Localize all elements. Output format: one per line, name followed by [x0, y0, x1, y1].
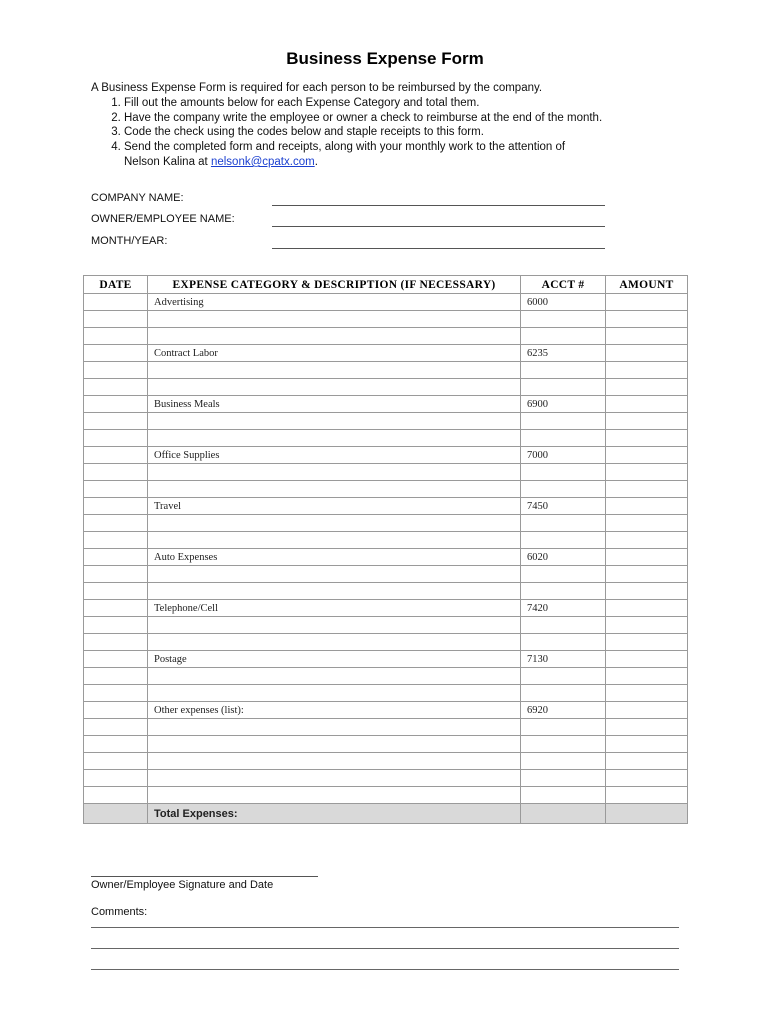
description-cell[interactable] — [148, 413, 521, 430]
acct-cell: 6020 — [521, 549, 606, 566]
date-cell[interactable] — [84, 617, 148, 634]
instruction-step — [124, 140, 691, 170]
date-cell[interactable] — [84, 600, 148, 617]
description-cell[interactable] — [148, 617, 521, 634]
date-cell[interactable] — [84, 379, 148, 396]
header-date: DATE — [84, 276, 148, 294]
total-acct-cell — [521, 804, 606, 824]
amount-cell[interactable] — [606, 515, 688, 532]
description-cell[interactable] — [148, 311, 521, 328]
acct-cell[interactable] — [521, 464, 606, 481]
instruction-step: 1. Fill out the amounts below for each Expense Category and total them. — [124, 96, 691, 111]
date-cell[interactable] — [84, 651, 148, 668]
acct-cell[interactable] — [521, 719, 606, 736]
instructions-steps — [91, 96, 691, 170]
amount-cell[interactable] — [606, 753, 688, 770]
date-cell[interactable] — [84, 736, 148, 753]
total-amount-cell[interactable] — [606, 804, 688, 824]
amount-cell[interactable] — [606, 668, 688, 685]
amount-cell[interactable] — [606, 549, 688, 566]
table-row — [84, 651, 688, 668]
table-row — [84, 498, 688, 515]
table-row-blank — [84, 736, 688, 753]
expense-table-body — [84, 294, 688, 824]
amount-cell[interactable] — [606, 396, 688, 413]
description-cell[interactable] — [148, 770, 521, 787]
acct-cell[interactable] — [521, 634, 606, 651]
description-cell[interactable] — [148, 532, 521, 549]
description-cell[interactable] — [148, 753, 521, 770]
acct-cell[interactable] — [521, 481, 606, 498]
table-row-blank — [84, 617, 688, 634]
date-cell[interactable] — [84, 685, 148, 702]
date-cell[interactable] — [84, 668, 148, 685]
acct-cell: 7450 — [521, 498, 606, 515]
date-cell[interactable] — [84, 396, 148, 413]
date-cell[interactable] — [84, 566, 148, 583]
expense-table — [83, 275, 688, 824]
date-cell[interactable] — [84, 787, 148, 804]
table-row-blank — [84, 481, 688, 498]
table-row — [84, 702, 688, 719]
amount-cell[interactable] — [606, 362, 688, 379]
table-row-blank — [84, 532, 688, 549]
date-cell[interactable] — [84, 549, 148, 566]
comment-line[interactable] — [91, 927, 679, 928]
description-cell[interactable] — [148, 328, 521, 345]
description-cell[interactable] — [148, 379, 521, 396]
amount-cell[interactable] — [606, 447, 688, 464]
acct-cell: 7130 — [521, 651, 606, 668]
amount-cell[interactable] — [606, 498, 688, 515]
company-name-field — [91, 192, 611, 208]
amount-cell[interactable] — [606, 583, 688, 600]
acct-cell: 6900 — [521, 396, 606, 413]
acct-cell[interactable] — [521, 583, 606, 600]
table-row — [84, 600, 688, 617]
table-row — [84, 294, 688, 311]
acct-cell: 6235 — [521, 345, 606, 362]
amount-cell[interactable] — [606, 294, 688, 311]
table-row-blank — [84, 430, 688, 447]
table-row-blank — [84, 515, 688, 532]
amount-cell[interactable] — [606, 634, 688, 651]
category-cell: Travel — [148, 498, 521, 515]
amount-cell[interactable] — [606, 600, 688, 617]
description-cell[interactable] — [148, 736, 521, 753]
instruction-step-text: Send the completed form and receipts, along with your monthly work to the attention of — [124, 141, 566, 154]
form-title: Business Expense Form — [286, 49, 484, 68]
date-cell[interactable] — [84, 719, 148, 736]
header-category: EXPENSE CATEGORY & DESCRIPTION (IF NECESSARY) — [148, 276, 521, 294]
amount-cell[interactable] — [606, 345, 688, 362]
amount-cell[interactable] — [606, 787, 688, 804]
amount-cell[interactable] — [606, 719, 688, 736]
table-row-blank — [84, 413, 688, 430]
contact-email-link[interactable]: nelsonk@cpatx.com — [210, 155, 315, 168]
acct-cell[interactable] — [521, 430, 606, 447]
category-cell: Contract Labor — [148, 345, 521, 362]
acct-cell: 7000 — [521, 447, 606, 464]
table-row-blank — [84, 379, 688, 396]
description-cell[interactable] — [148, 430, 521, 447]
table-row — [84, 396, 688, 413]
table-row — [84, 549, 688, 566]
table-row-blank — [84, 787, 688, 804]
category-cell: Advertising — [148, 294, 521, 311]
category-cell: Auto Expenses — [148, 549, 521, 566]
table-row-blank — [84, 770, 688, 787]
total-label: Total Expenses: — [148, 804, 521, 824]
description-cell[interactable] — [148, 481, 521, 498]
amount-cell[interactable] — [606, 379, 688, 396]
date-cell[interactable] — [84, 413, 148, 430]
amount-cell[interactable] — [606, 685, 688, 702]
acct-cell[interactable] — [521, 328, 606, 345]
acct-cell[interactable] — [521, 770, 606, 787]
date-cell[interactable] — [84, 532, 148, 549]
amount-cell[interactable] — [606, 481, 688, 498]
instruction-step: 2. Have the company write the employee or owner a check to reimburse at the end of the month. — [124, 111, 691, 126]
amount-cell[interactable] — [606, 617, 688, 634]
date-cell[interactable] — [84, 702, 148, 719]
acct-cell: 7420 — [521, 600, 606, 617]
acct-cell[interactable] — [521, 787, 606, 804]
signature-line[interactable] — [91, 876, 318, 877]
category-cell: Postage — [148, 651, 521, 668]
contact-suffix: . — [314, 155, 318, 168]
total-date-cell — [84, 804, 148, 824]
date-cell[interactable] — [84, 753, 148, 770]
date-cell[interactable] — [84, 345, 148, 362]
acct-cell[interactable] — [521, 736, 606, 753]
table-row-blank — [84, 753, 688, 770]
description-cell[interactable] — [148, 787, 521, 804]
table-row-blank — [84, 583, 688, 600]
instructions-lead: A Business Expense Form is required for each person to be reimbursed by the company. — [91, 82, 543, 94]
description-cell[interactable] — [148, 566, 521, 583]
month-year-input-line[interactable] — [272, 248, 605, 249]
comment-line[interactable] — [91, 948, 679, 949]
signature-label: Owner/Employee Signature and Date — [91, 879, 274, 891]
category-cell: Office Supplies — [148, 447, 521, 464]
table-row-blank — [84, 464, 688, 481]
acct-cell[interactable] — [521, 566, 606, 583]
header-acct: ACCT # — [521, 276, 606, 294]
date-cell[interactable] — [84, 447, 148, 464]
date-cell[interactable] — [84, 498, 148, 515]
description-cell[interactable] — [148, 362, 521, 379]
company-name-label: COMPANY NAME: — [91, 192, 184, 204]
date-cell[interactable] — [84, 634, 148, 651]
owner-name-field — [91, 213, 611, 229]
table-row-blank — [84, 634, 688, 651]
date-cell[interactable] — [84, 430, 148, 447]
acct-cell[interactable] — [521, 379, 606, 396]
amount-cell[interactable] — [606, 464, 688, 481]
category-cell: Business Meals — [148, 396, 521, 413]
date-cell[interactable] — [84, 362, 148, 379]
header-amount: AMOUNT — [606, 276, 688, 294]
acct-cell[interactable] — [521, 311, 606, 328]
instruction-step: 3. Code the check using the codes below and staple receipts to this form. — [124, 125, 691, 140]
description-cell[interactable] — [148, 634, 521, 651]
owner-name-input-line[interactable] — [272, 226, 605, 227]
date-cell[interactable] — [84, 328, 148, 345]
amount-cell[interactable] — [606, 328, 688, 345]
amount-cell[interactable] — [606, 413, 688, 430]
amount-cell[interactable] — [606, 311, 688, 328]
acct-cell[interactable] — [521, 753, 606, 770]
category-cell: Other expenses (list): — [148, 702, 521, 719]
owner-name-label: OWNER/EMPLOYEE NAME: — [91, 213, 235, 225]
table-row-blank — [84, 566, 688, 583]
amount-cell[interactable] — [606, 532, 688, 549]
category-cell: Telephone/Cell — [148, 600, 521, 617]
comment-line[interactable] — [91, 969, 679, 970]
acct-cell[interactable] — [521, 532, 606, 549]
table-row-blank — [84, 362, 688, 379]
acct-cell: 6920 — [521, 702, 606, 719]
contact-prefix: Nelson Kalina at — [124, 155, 211, 168]
amount-cell[interactable] — [606, 736, 688, 753]
amount-cell[interactable] — [606, 702, 688, 719]
description-cell[interactable] — [148, 464, 521, 481]
table-row-blank — [84, 685, 688, 702]
date-cell[interactable] — [84, 311, 148, 328]
description-cell[interactable] — [148, 685, 521, 702]
date-cell[interactable] — [84, 583, 148, 600]
date-cell[interactable] — [84, 481, 148, 498]
company-name-input-line[interactable] — [272, 205, 605, 206]
amount-cell[interactable] — [606, 651, 688, 668]
date-cell[interactable] — [84, 515, 148, 532]
description-cell[interactable] — [148, 719, 521, 736]
table-row — [84, 447, 688, 464]
description-cell[interactable] — [148, 515, 521, 532]
table-row-blank — [84, 311, 688, 328]
acct-cell[interactable] — [521, 617, 606, 634]
table-row-blank — [84, 328, 688, 345]
table-row-blank — [84, 719, 688, 736]
acct-cell[interactable] — [521, 668, 606, 685]
table-row — [84, 345, 688, 362]
total-row — [84, 804, 688, 824]
comments-label: Comments: — [91, 906, 148, 918]
description-cell[interactable] — [148, 583, 521, 600]
acct-cell[interactable] — [521, 362, 606, 379]
acct-cell[interactable] — [521, 685, 606, 702]
month-year-field — [91, 235, 611, 251]
description-cell[interactable] — [148, 668, 521, 685]
date-cell[interactable] — [84, 464, 148, 481]
month-year-label: MONTH/YEAR: — [91, 235, 168, 247]
amount-cell[interactable] — [606, 430, 688, 447]
date-cell[interactable] — [84, 294, 148, 311]
amount-cell[interactable] — [606, 770, 688, 787]
acct-cell[interactable] — [521, 515, 606, 532]
amount-cell[interactable] — [606, 566, 688, 583]
acct-cell[interactable] — [521, 413, 606, 430]
acct-cell: 6000 — [521, 294, 606, 311]
table-header-row — [84, 276, 688, 294]
instructions — [91, 81, 691, 170]
date-cell[interactable] — [84, 770, 148, 787]
table-row-blank — [84, 668, 688, 685]
